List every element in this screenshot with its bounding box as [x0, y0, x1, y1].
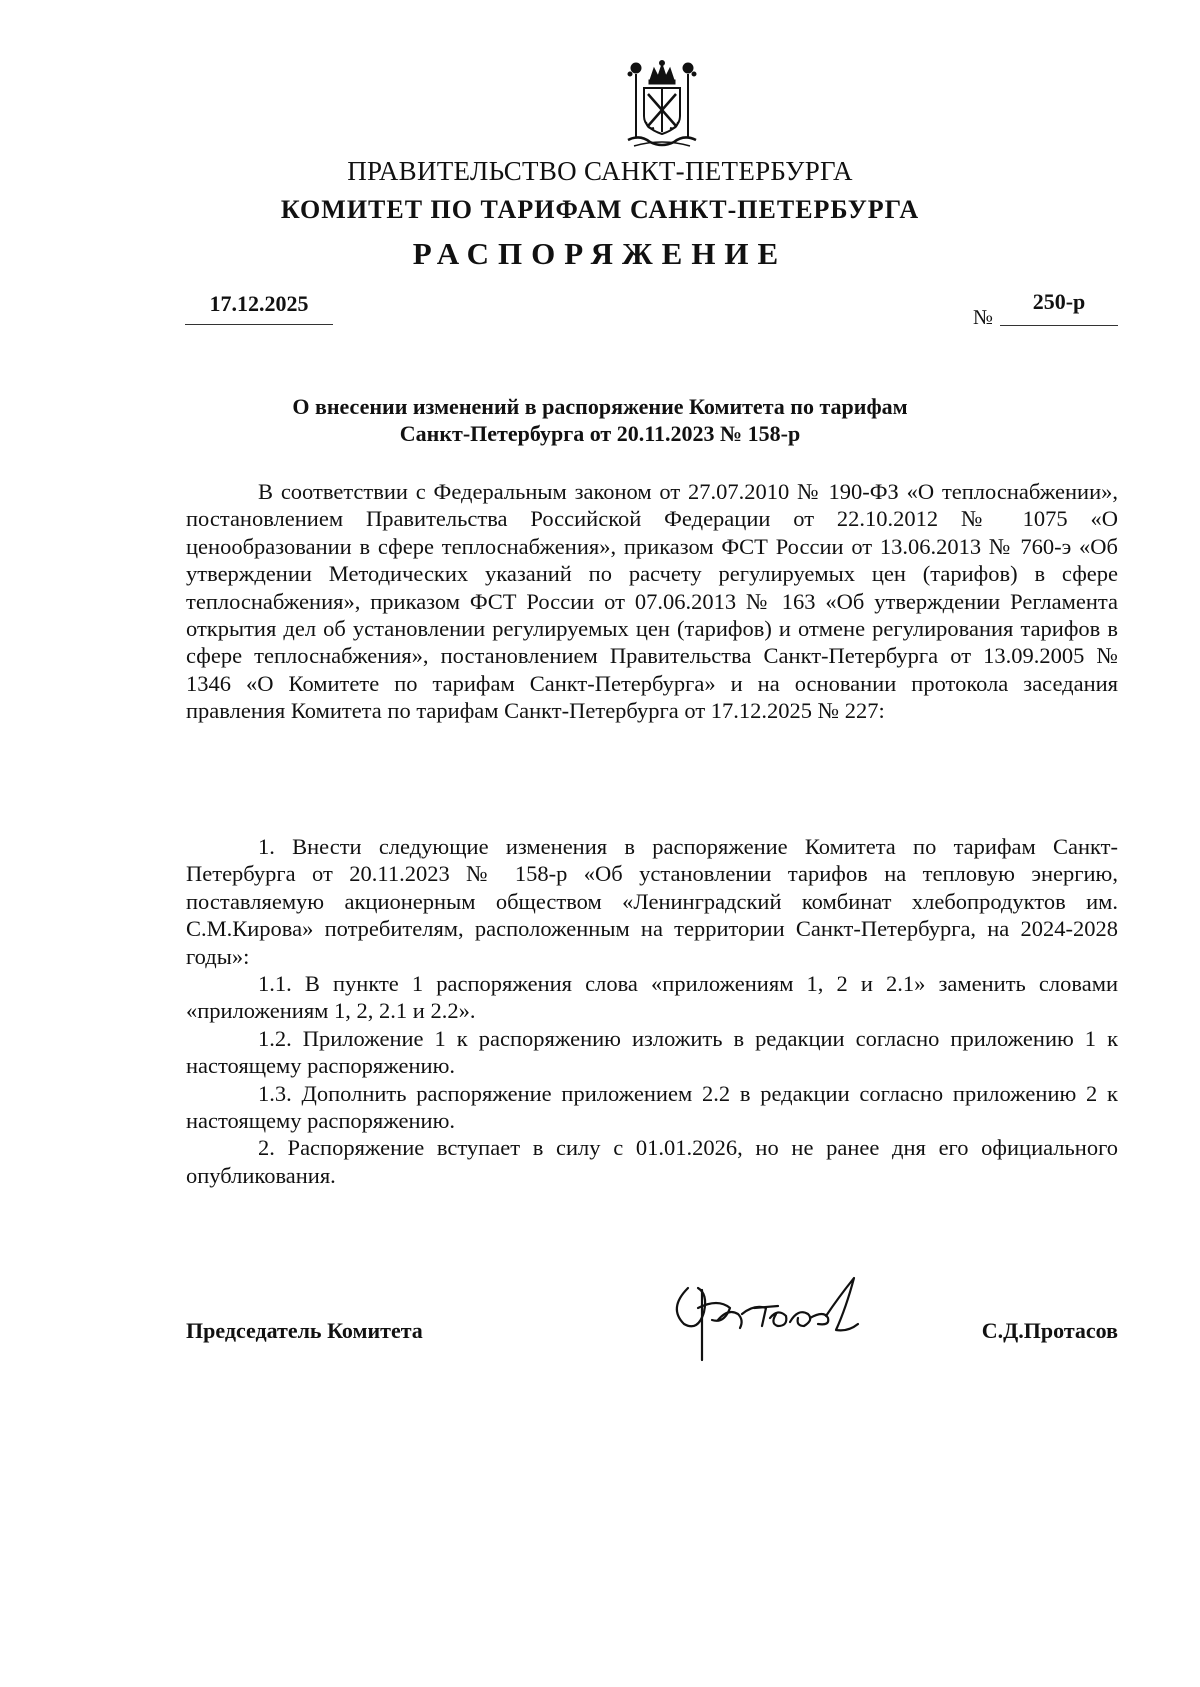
document-title-line-1: О внесении изменений в распоряжение Комитета по тарифам	[292, 394, 908, 419]
document-date: 17.12.2025	[209, 291, 309, 316]
item-1: 1. Внести следующие изменения в распоряжение Комитета по тарифам Санкт-Петербурга от 20.11.2023 № 158-р «Об установлении тарифов на тепловую энергию, поставляемую акционерным обществом «Ленинградский комбинат хлебопродуктов им. С.М.Кирова» потребителям, расположенным на территории Санкт-Петербурга, на 2024-2028 годы»:	[186, 834, 1118, 969]
item-1-2: 1.2. Приложение 1 к распоряжению изложить в редакции согласно приложению 1 к настоящему распоряжению.	[186, 1025, 1118, 1079]
number-sign: №	[973, 305, 994, 329]
item-1-3: 1.3. Дополнить распоряжение приложением 2.2 в редакции согласно приложению 2 к настоящему распоряжению.	[186, 1080, 1118, 1134]
items-list	[186, 833, 1118, 1189]
coat-of-arms-icon	[620, 58, 704, 150]
signatory-position: Председатель Комитета	[186, 1318, 423, 1343]
number-underline	[1000, 325, 1118, 326]
item-2: 2. Распоряжение вступает в силу с 01.01.2026, но не ранее дня его официального опубликования.	[186, 1135, 1118, 1188]
committee-name: КОМИТЕТ ПО ТАРИФАМ САНКТ-ПЕТЕРБУРГА	[280, 195, 920, 224]
preamble-paragraph: В соответствии с Федеральным законом от 27.07.2010 № 190-ФЗ «О теплоснабжении», постановлением Правительства Российской Федерации от 22.10.2012 № 1075 «О ценообразовании в сфере теплоснабжения», приказом ФСТ России от 13.06.2013 № 760-э «Об утверждении Методических указаний по расчету регулируемых цен (тарифов) в сфере теплоснабжения», приказом ФСТ России от 07.06.2013 № 163 «Об утверждении Регламента открытия дел об установлении регулируемых цен (тарифов) и отмене регулирования тарифов в сфере теплоснабжения», постановлением Правительства Санкт-Петербурга от 13.09.2005 № 1346 «О Комитете по тарифам Санкт-Петербурга» и на основании протокола заседания правления Комитета по тарифам Санкт-Петербурга от 17.12.2025 № 227:	[186, 479, 1118, 724]
government-name: ПРАВИТЕЛЬСТВО САНКТ-ПЕТЕРБУРГА	[347, 156, 853, 186]
document-number: 250-р	[1032, 289, 1086, 314]
signatory-name: С.Д.Протасов	[981, 1318, 1118, 1343]
document-title-line-2: Санкт-Петербурга от 20.11.2023 № 158-р	[399, 421, 801, 446]
handwritten-signature	[658, 1268, 898, 1378]
document-type: РАСПОРЯЖЕНИЕ	[412, 236, 788, 271]
item-1-1: 1.1. В пункте 1 распоряжения слова «приложениям 1, 2 и 2.1» заменить словами «приложениям 1, 2, 2.1 и 2.2».	[186, 971, 1118, 1024]
date-underline	[185, 324, 333, 325]
